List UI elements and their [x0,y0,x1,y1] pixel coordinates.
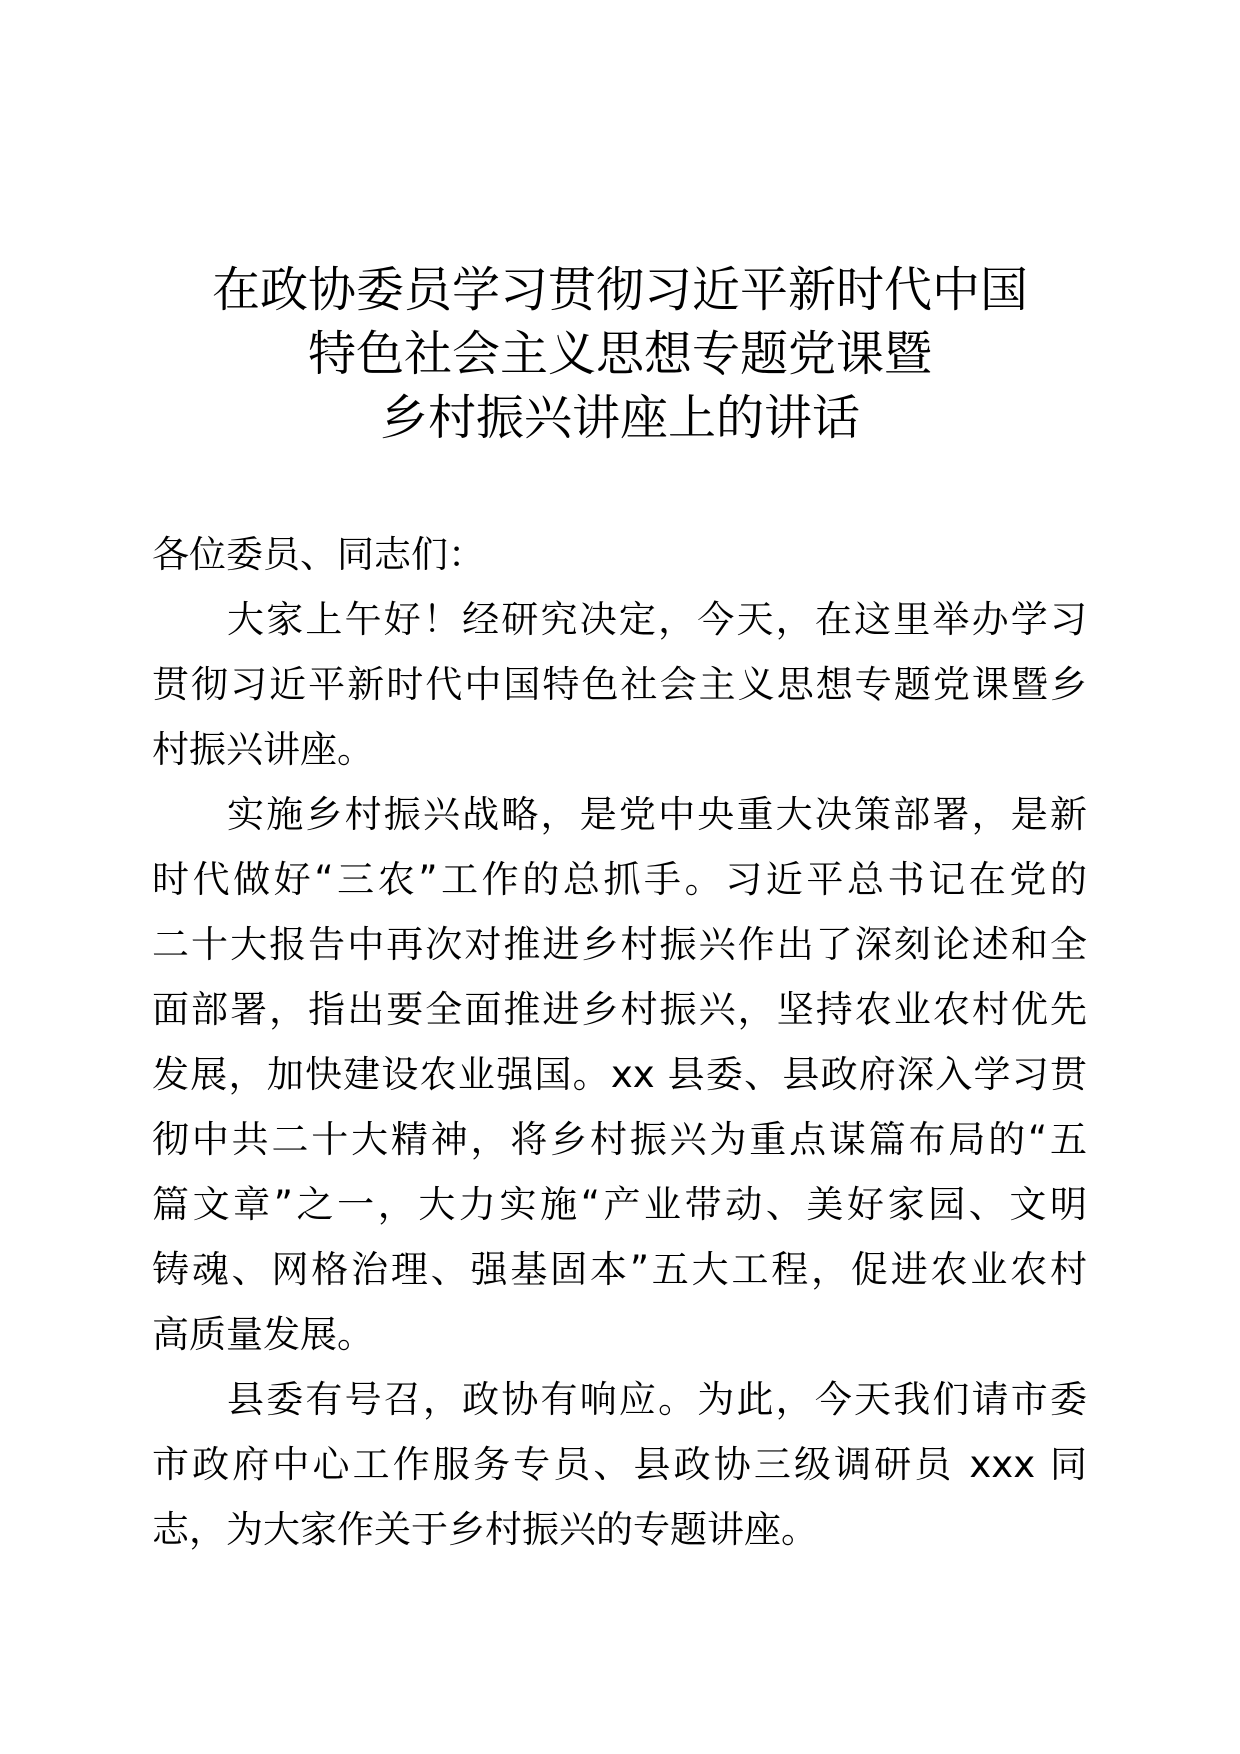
paragraph-line: 时代做好“三农”工作的总抓手。习近平总书记在党的 [152,858,1087,901]
paragraph-line: 大家上午好！经研究决定，今天，在这里举办学习 [227,598,1087,641]
document-body [152,522,1087,1562]
paragraph-line: 发展，加快建设农业强国。xx 县委、县政府深入学习贯 [152,1053,1087,1096]
title-line: 在政协委员学习贯彻习近平新时代中国 [211,262,1028,318]
paragraph-line: 村振兴讲座。 [152,728,374,771]
paragraph-line: 实施乡村振兴战略，是党中央重大决策部署，是新 [227,793,1087,836]
paragraph-line: 贯彻习近平新时代中国特色社会主义思想专题党课暨乡 [152,663,1087,706]
paragraph-2 [152,782,1087,1367]
paragraph-1 [152,587,1087,782]
paragraph-3 [152,1367,1087,1562]
paragraph-line: 市政府中心工作服务专员、县政协三级调研员 xxx 同 [152,1443,1087,1486]
title-line: 特色社会主义思想专题党课暨 [307,326,932,382]
salutation: 各位委员、同志们： [152,533,485,576]
paragraph-line: 彻中共二十大精神，将乡村振兴为重点谋篇布局的“五 [152,1118,1087,1161]
paragraph-line: 志，为大家作关于乡村振兴的专题讲座。 [152,1508,818,1551]
paragraph-line: 县委有号召，政协有响应。为此，今天我们请市委 [227,1378,1087,1421]
paragraph-line: 高质量发展。 [152,1313,374,1356]
paragraph-line: 篇文章”之一，大力实施“产业带动、美好家园、文明 [152,1183,1087,1226]
document-title [0,258,1240,450]
title-line: 乡村振兴讲座上的讲话 [379,390,860,446]
paragraph-line: 二十大报告中再次对推进乡村振兴作出了深刻论述和全 [152,923,1087,966]
paragraph-line: 铸魂、网格治理、强基固本”五大工程，促进农业农村 [152,1248,1087,1291]
paragraph-line: 面部署，指出要全面推进乡村振兴，坚持农业农村优先 [152,988,1087,1031]
